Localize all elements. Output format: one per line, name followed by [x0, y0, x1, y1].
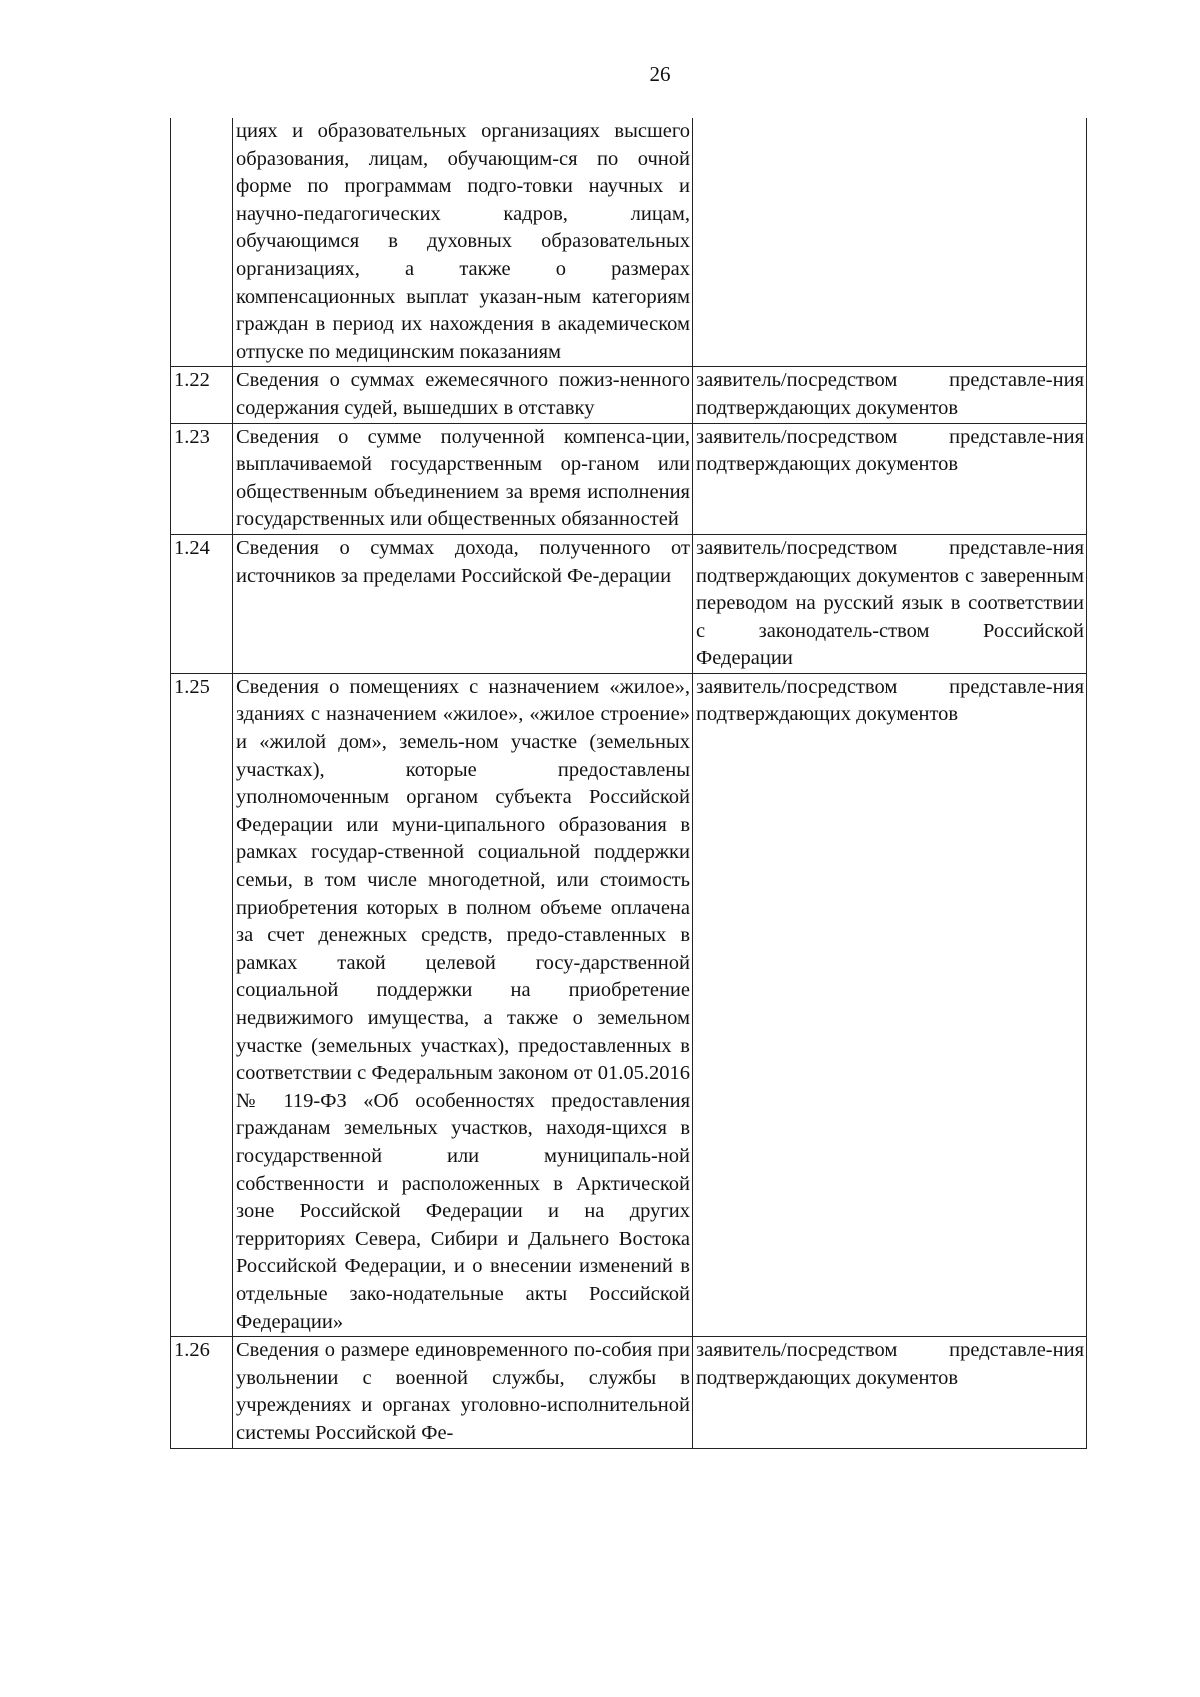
row-source: заявитель/посредством представле-ния подтверждающих документов — [693, 1337, 1087, 1448]
row-source: заявитель/посредством представле-ния подтверждающих документов — [693, 673, 1087, 1336]
benefits-table — [170, 118, 1087, 1449]
row-description: Сведения о суммах ежемесячного пожиз-ненного содержания судей, вышедших в отставку — [233, 367, 693, 423]
page-number: 26 — [649, 62, 671, 86]
row-number: 1.22 — [171, 367, 233, 423]
row-description: циях и образовательных организациях высшего образования, лицам, обучающим-ся по очной форме по программам подго-товки научных и научно-педагогических кадров, лицам, обучающимся в духовных образовательных организациях, а также о размерах компенсационных выплат указан-ным категориям граждан в период их нахождения в академическом отпуске по медицинским показаниям — [233, 118, 693, 367]
table-row — [171, 423, 1087, 534]
row-number: 1.23 — [171, 423, 233, 534]
table-row — [171, 367, 1087, 423]
row-description: Сведения о размере единовременного по-собия при увольнении с военной службы, службы в учреждениях и органах уголовно-исполнительной системы Российской Фе- — [233, 1337, 693, 1448]
row-number: 1.24 — [171, 534, 233, 673]
table-row — [171, 534, 1087, 673]
table-row — [171, 673, 1087, 1336]
row-number: 1.25 — [171, 673, 233, 1336]
row-source: заявитель/посредством представле-ния подтверждающих документов с заверенным переводом на русский язык в соответствии с законодатель-ством Российской Федерации — [693, 534, 1087, 673]
row-description: Сведения о суммах дохода, полученного от источников за пределами Российской Фе-дерации — [233, 534, 693, 673]
row-number: 1.26 — [171, 1337, 233, 1448]
row-source: заявитель/посредством представле-ния подтверждающих документов — [693, 367, 1087, 423]
row-source — [693, 118, 1087, 367]
row-number — [171, 118, 233, 367]
table-row — [171, 1337, 1087, 1448]
row-description: Сведения о помещениях с назначением «жилое», зданиях с назначением «жилое», «жилое строение» и «жилой дом», земель-ном участке (земельных участках), которые предоставлены уполномоченным органом субъекта Российской Федерации или муни-ципального образования в рамках государ-ственной социальной поддержки семьи, в том числе многодетной, или стоимость приобретения которых в полном объеме оплачена за счет денежных средств, предо-ставленных в рамках такой целевой госу-дарственной социальной поддержки на приобретение недвижимого имущества, а также о земельном участке (земельных участках), предоставленных в соответствии с Федеральным законом от 01.05.2016 № 119-ФЗ «Об особенностях предоставления гражданам земельных участков, находя-щихся в государственной или муниципаль-ной собственности и расположенных в Арктической зоне Российской Федерации и на других территориях Севера, Сибири и Дальнего Востока Российской Федерации, и о внесении изменений в отдельные зако-нодательные акты Российской Федерации» — [233, 673, 693, 1336]
row-description: Сведения о сумме полученной компенса-ции, выплачиваемой государственным ор-ганом или общественным объединением за время исполнения государственных или общественных обязанностей — [233, 423, 693, 534]
row-source: заявитель/посредством представле-ния подтверждающих документов — [693, 423, 1087, 534]
table-row — [171, 118, 1087, 367]
